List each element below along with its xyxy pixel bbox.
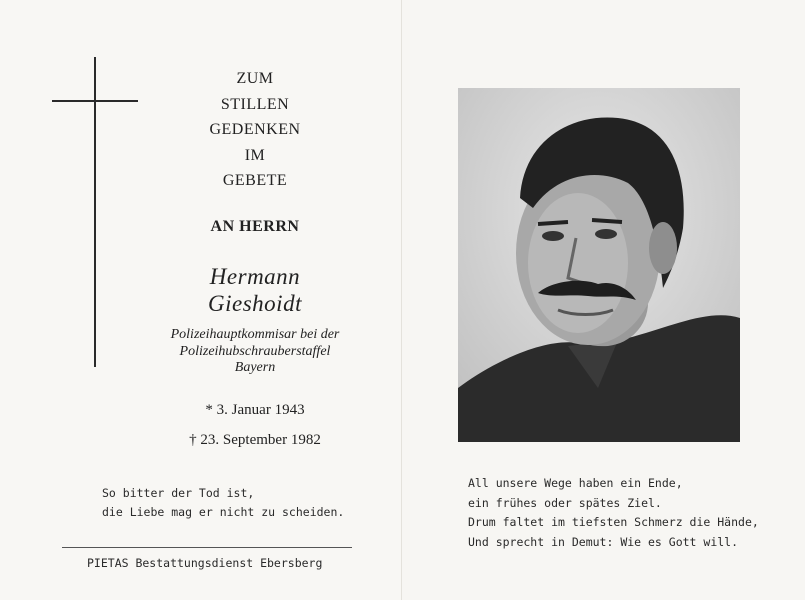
heading-line: GEDENKEN <box>209 121 301 138</box>
left-verse <box>102 484 344 522</box>
occupation <box>155 327 355 377</box>
verse-line: Drum faltet im tiefsten Schmerz die Hände, <box>468 515 759 529</box>
last-name: Gieshoidt <box>208 291 302 316</box>
heading-line: STILLEN <box>220 95 290 113</box>
funeral-home: PIETAS Bestattungsdienst Ebersberg <box>87 556 323 570</box>
birth-date: * 3. Januar 1943 <box>205 402 305 418</box>
salutation: AN HERRN <box>210 218 300 235</box>
occupation-line: Polizeihauptkommisar bei der <box>170 327 340 342</box>
occupation-line: Polizeihubschrauberstaffel <box>179 343 331 359</box>
verse-line: die Liebe mag er nicht zu scheiden. <box>102 505 345 519</box>
divider <box>62 547 352 548</box>
occupation-line: Bayern <box>234 360 276 375</box>
verse-line: All unsere Wege haben ein Ende, <box>468 476 683 490</box>
heading-line: GEBETE <box>222 172 288 189</box>
heading-line: IM <box>244 146 266 164</box>
heading <box>155 66 355 194</box>
verse-line: Und sprecht in Demut: Wie es Gott will. <box>468 534 739 549</box>
death-date: † 23. September 1982 <box>189 432 321 448</box>
fold-line <box>401 0 402 600</box>
first-name: Hermann <box>209 264 301 289</box>
deceased-name <box>155 263 355 317</box>
portrait-photo <box>458 88 740 442</box>
verse-line: ein frühes oder spätes Ziel. <box>468 495 662 510</box>
verse-line: So bitter der Tod ist, <box>102 486 255 500</box>
right-verse <box>468 474 759 552</box>
heading-line: ZUM <box>236 70 274 87</box>
